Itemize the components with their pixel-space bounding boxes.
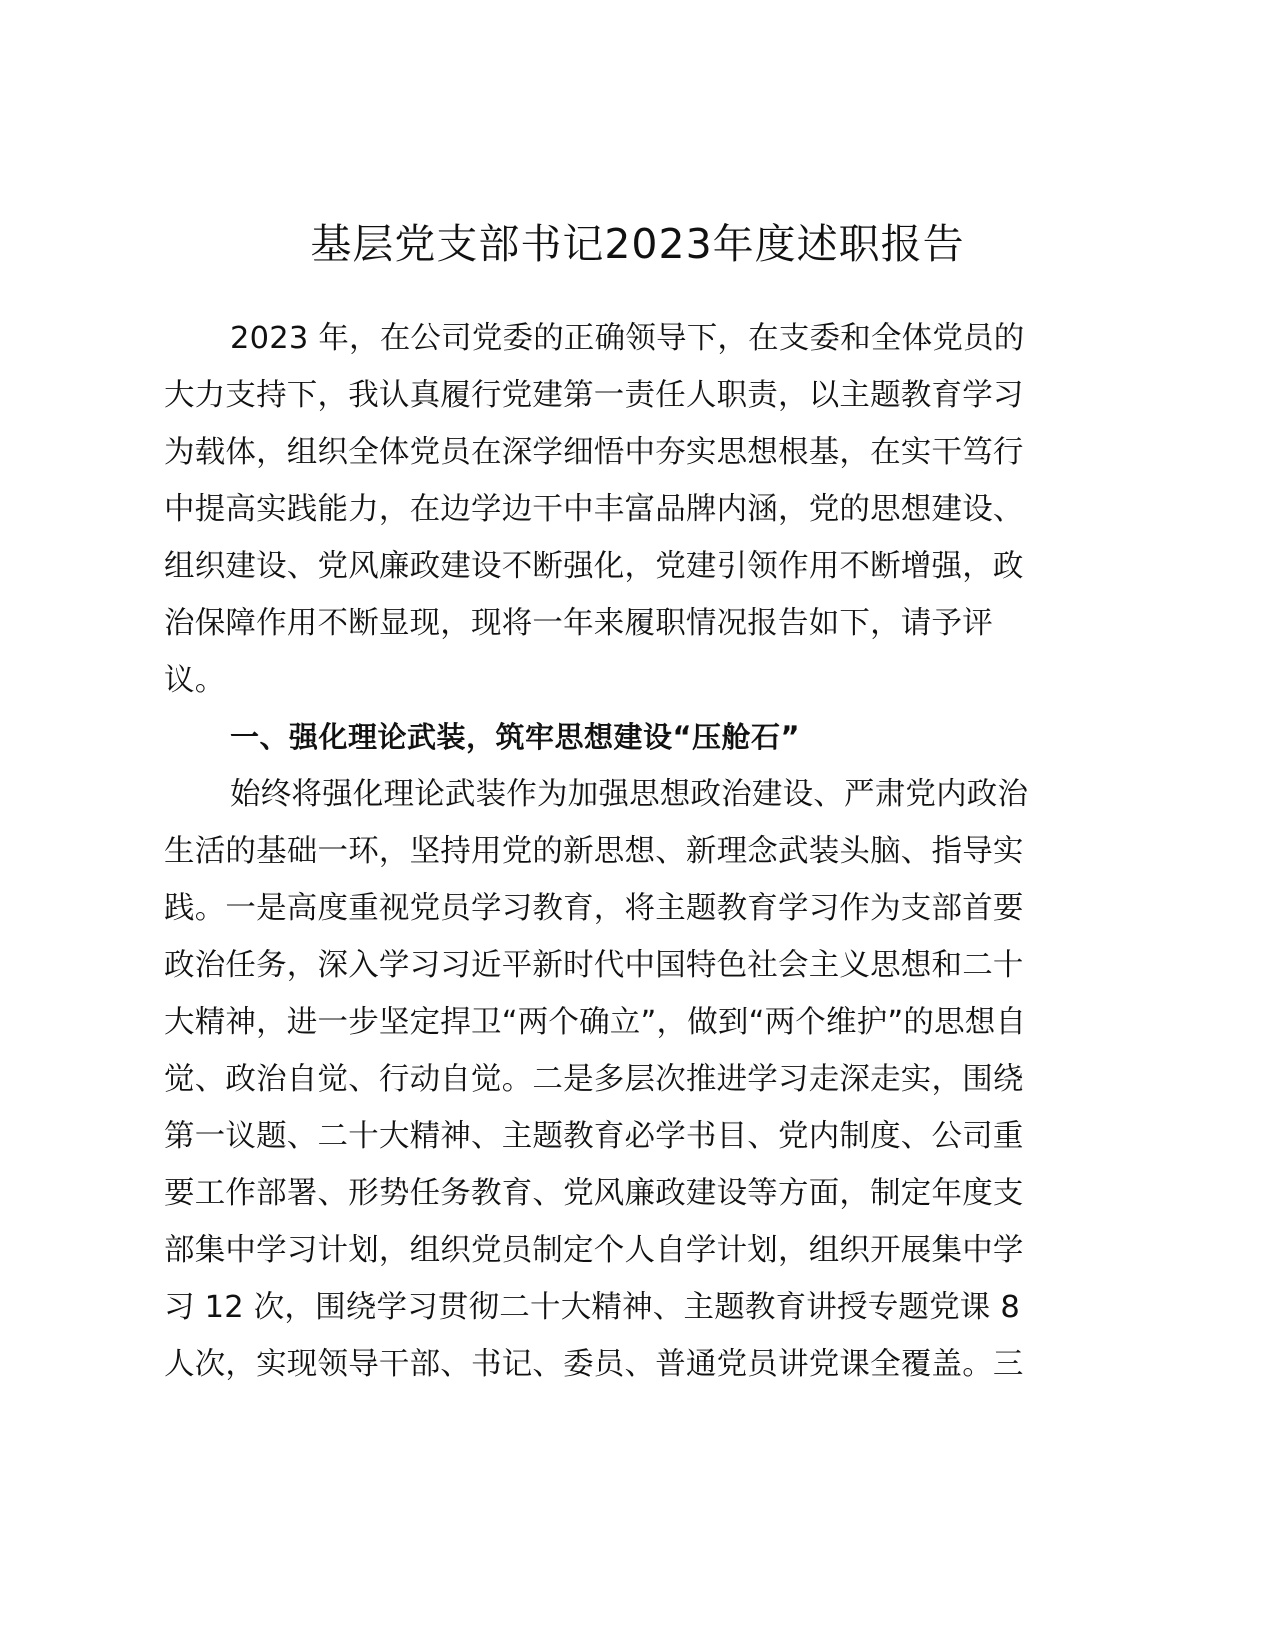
- document-body: [164, 310, 1094, 1393]
- paragraph-line: 第一议题、二十大精神、主题教育必学书目、党内制度、公司重: [164, 1119, 1024, 1154]
- paragraph-line: 大力支持下，我认真履行党建第一责任人职责，以主题教育学习: [164, 378, 1024, 413]
- document-title: 基层党支部书记2023年度述职报告: [310, 220, 965, 268]
- paragraph-line: 部集中学习计划，组织党员制定个人自学计划，组织开展集中学: [164, 1233, 1024, 1268]
- paragraph-line: 为载体，组织全体党员在深学细悟中夯实思想根基，在实干笃行: [164, 435, 1024, 470]
- paragraph-line: 要工作部署、形势任务教育、党风廉政建设等方面，制定年度支: [164, 1176, 1024, 1211]
- paragraph-line: 议。: [164, 663, 226, 698]
- paragraph-line: 大精神，进一步坚定捍卫“两个确立”，做到“两个维护”的思想自: [164, 1005, 1027, 1040]
- paragraph-line: 政治任务，深入学习习近平新时代中国特色社会主义思想和二十: [164, 948, 1024, 983]
- paragraph-line: 治保障作用不断显现，现将一年来履职情况报告如下，请予评: [164, 606, 993, 641]
- paragraph-line: 习 12 次，围绕学习贯彻二十大精神、主题教育讲授专题党课 8: [164, 1290, 1020, 1325]
- paragraph-line: 觉、政治自觉、行动自觉。二是多层次推进学习走深走实，围绕: [164, 1062, 1024, 1097]
- section-heading: 一、强化理论武装，筑牢思想建设“压舱石”: [230, 720, 801, 754]
- paragraph-line: 组织建设、党风廉政建设不断强化，党建引领作用不断增强，政: [164, 549, 1024, 584]
- paragraph-line: 始终将强化理论武装作为加强思想政治建设、严肃党内政治: [230, 777, 1029, 812]
- paragraph-line: 2023 年，在公司党委的正确领导下，在支委和全体党员的: [230, 321, 1025, 356]
- paragraph-line: 人次，实现领导干部、书记、委员、普通党员讲党课全覆盖。三: [164, 1347, 1024, 1382]
- paragraph-line: 践。一是高度重视党员学习教育，将主题教育学习作为支部首要: [164, 891, 1024, 926]
- paragraph-line: 中提高实践能力，在边学边干中丰富品牌内涵，党的思想建设、: [164, 492, 1024, 527]
- paragraph-line: 生活的基础一环，坚持用党的新思想、新理念武装头脑、指导实: [164, 834, 1024, 869]
